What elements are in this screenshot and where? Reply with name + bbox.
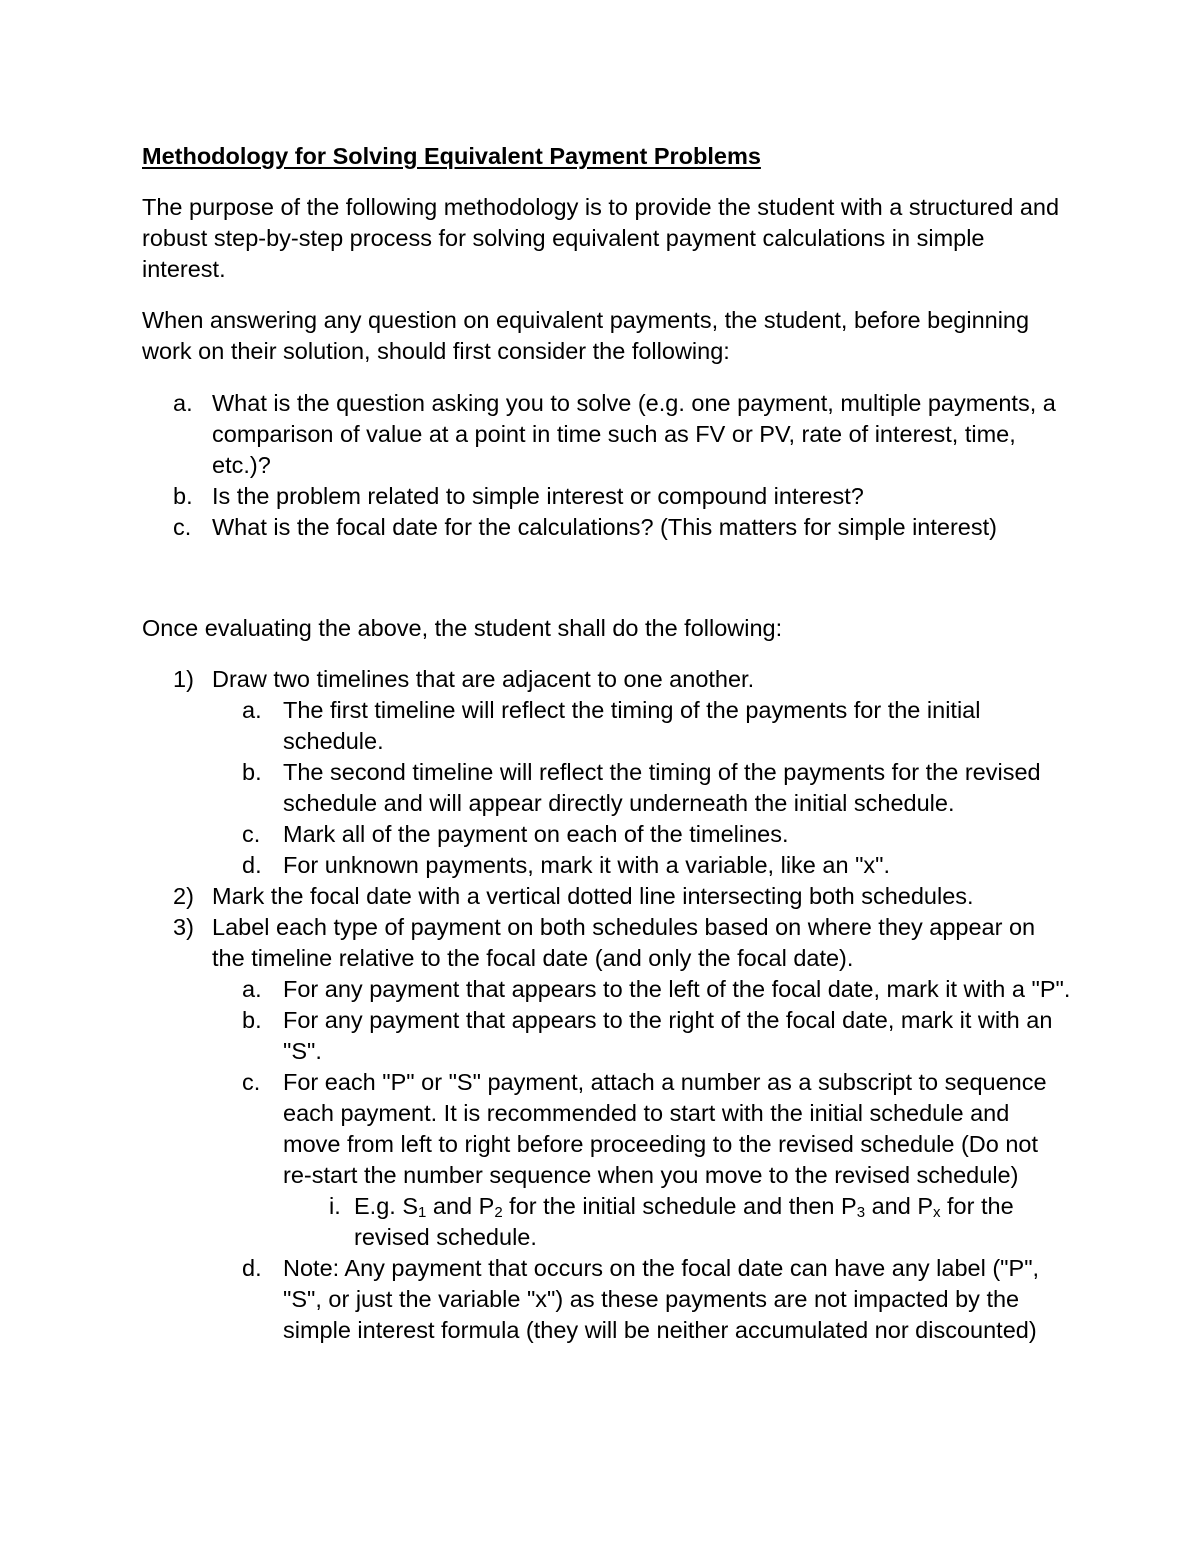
substep-text: Note: Any payment that occurs on the focal date can have any label ("P", "S", or just the variable "x") as these payments are not impacted by the simple interest formula (they will be neither accumulated nor discounted) xyxy=(283,1255,1040,1343)
list-marker: b. xyxy=(173,483,193,509)
consider-list xyxy=(142,388,1072,543)
step-marker: 1) xyxy=(173,666,194,692)
substep-item xyxy=(212,819,1072,850)
substep-item xyxy=(212,1253,1072,1346)
substep-item xyxy=(212,695,1072,757)
substep-item xyxy=(212,1067,1072,1253)
step-item xyxy=(142,664,1072,881)
subscript: 2 xyxy=(494,1204,503,1221)
substep-marker: d. xyxy=(242,1255,262,1281)
once-paragraph: Once evaluating the above, the student shall do the following: xyxy=(142,615,783,641)
steps-list xyxy=(142,664,1072,1346)
substep-marker: a. xyxy=(242,697,262,723)
substep-text: For any payment that appears to the right of the focal date, mark it with an "S". xyxy=(283,1007,1053,1064)
list-marker: a. xyxy=(173,390,193,416)
example-text-part: and P xyxy=(865,1193,933,1219)
list-item xyxy=(142,512,1072,543)
list-item xyxy=(142,388,1072,481)
step-marker: 2) xyxy=(173,883,194,909)
substep-marker: b. xyxy=(242,759,262,785)
subscript: 3 xyxy=(856,1204,866,1221)
substep-marker: c. xyxy=(242,821,261,847)
substep-text: For any payment that appears to the left of the focal date, mark it with a "P". xyxy=(283,976,1071,1002)
page-title: Methodology for Solving Equivalent Payment Problems xyxy=(142,143,761,169)
example-text-part: and P xyxy=(426,1193,495,1219)
list-item xyxy=(142,481,1072,512)
step-item xyxy=(142,912,1072,1346)
substep-item xyxy=(212,1005,1072,1067)
substep-marker: a. xyxy=(242,976,262,1002)
purpose-paragraph: The purpose of the following methodology is to provide the student with a structured and robust step-by-step process for solving equivalent payment calculations in simple interest. xyxy=(142,194,1060,282)
substep-list xyxy=(212,695,1072,881)
subscript: 1 xyxy=(418,1204,427,1221)
example-list xyxy=(283,1191,1072,1253)
example-item xyxy=(283,1191,1072,1253)
example-marker: i. xyxy=(329,1193,341,1219)
example-text-part: for the initial schedule and then P xyxy=(502,1193,857,1219)
step-text: Draw two timelines that are adjacent to one another. xyxy=(212,666,755,692)
substep-text: For unknown payments, mark it with a variable, like an "x". xyxy=(283,852,891,878)
substep-marker: c. xyxy=(242,1069,261,1095)
step-item xyxy=(142,881,1072,912)
substep-list xyxy=(212,974,1072,1346)
substep-item xyxy=(212,757,1072,819)
substep-marker: d. xyxy=(242,852,262,878)
step-text: Mark the focal date with a vertical dotted line intersecting both schedules. xyxy=(212,883,974,909)
substep-text: The first timeline will reflect the timing of the payments for the initial schedule. xyxy=(283,697,981,754)
list-item-text: What is the question asking you to solve (e.g. one payment, multiple payments, a comparison of value at a point in time such as FV or PV, rate of interest, time, etc.)? xyxy=(212,390,1056,478)
step-text: Label each type of payment on both schedules based on where they appear on the timeline relative to the focal date (and only the focal date). xyxy=(212,914,1036,971)
substep-marker: b. xyxy=(242,1007,262,1033)
substep-text: Mark all of the payment on each of the timelines. xyxy=(283,821,789,847)
substep-item xyxy=(212,850,1072,881)
substep-text: The second timeline will reflect the timing of the payments for the revised schedule and will appear directly underneath the initial schedule. xyxy=(283,759,1041,816)
list-item-text: What is the focal date for the calculations? (This matters for simple interest) xyxy=(212,514,997,540)
subscript: x xyxy=(933,1204,941,1221)
step-marker: 3) xyxy=(173,914,194,940)
substep-text: For each "P" or "S" payment, attach a number as a subscript to sequence each payment. It is recommended to start with the initial schedule and move from left to right before proceeding to the revised schedule (Do not re-start the number sequence when you move to the revised schedule) xyxy=(283,1069,1047,1188)
example-text-part: for the revised schedule. xyxy=(354,1193,1014,1250)
when-paragraph: When answering any question on equivalent payments, the student, before beginning work on their solution, should first consider the following: xyxy=(142,307,1030,364)
substep-item xyxy=(212,974,1072,1005)
list-marker: c. xyxy=(173,514,192,540)
example-text-part: E.g. S xyxy=(354,1193,419,1219)
list-item-text: Is the problem related to simple interest or compound interest? xyxy=(212,483,864,509)
example-text xyxy=(354,1191,1072,1253)
